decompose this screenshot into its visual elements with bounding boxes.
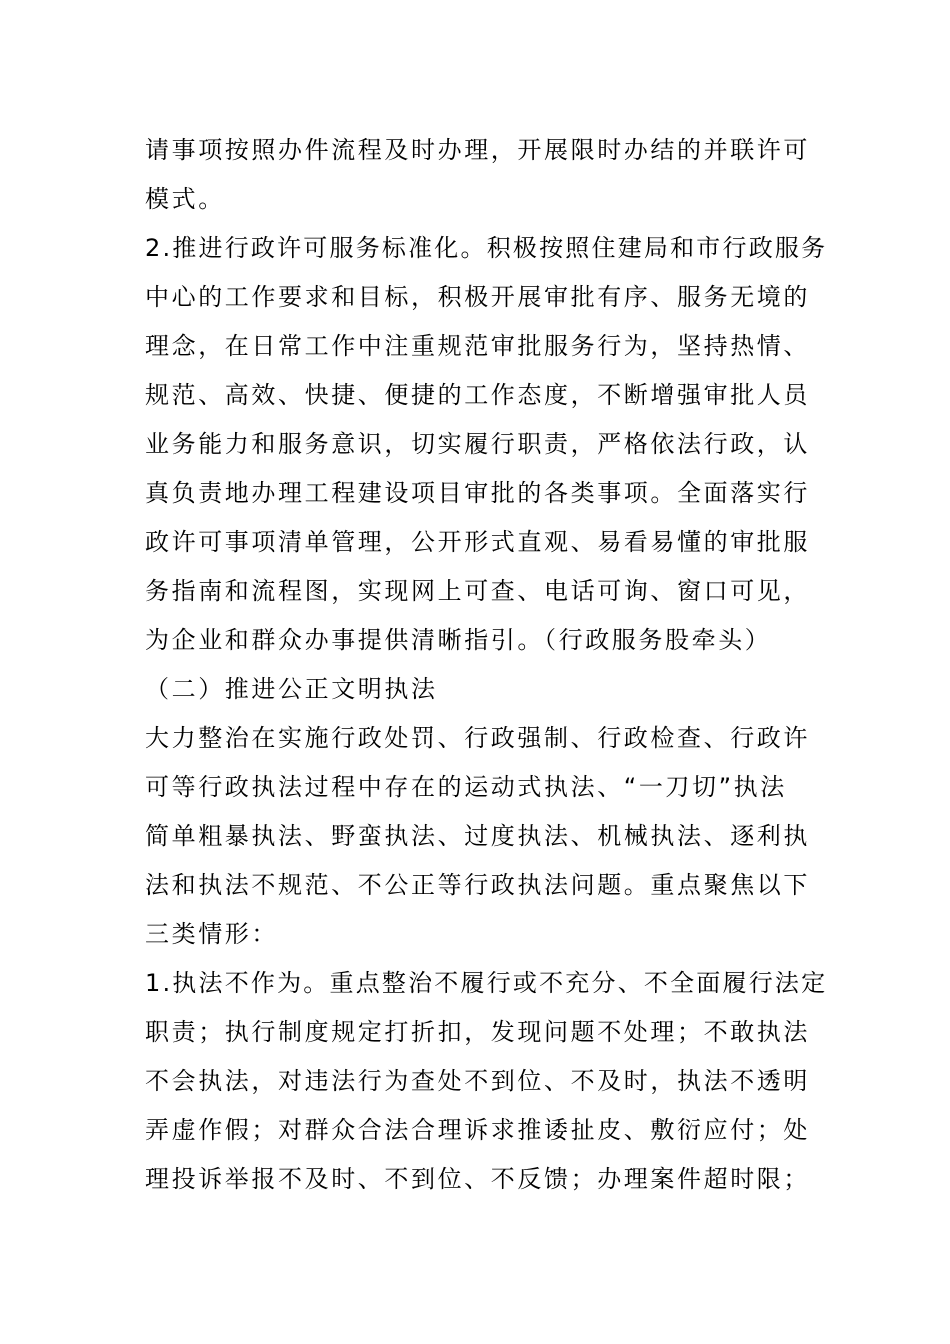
text-line: 三类情形： (145, 920, 278, 948)
text-line: 模式。 (145, 185, 225, 213)
text-line: 政许可事项清单管理，公开形式直观、易看易懂的审批服 (145, 528, 810, 556)
text-line: 真负责地办理工程建设项目审批的各类事项。全面落实行 (145, 479, 810, 507)
text-line: 职责；执行制度规定打折扣，发现问题不处理；不敢执法 (145, 1018, 810, 1046)
text-line: 业务能力和服务意识，切实履行职责，严格依法行政，认 (145, 430, 810, 458)
text-line: 为企业和群众办事提供清晰指引。（行政服务股牵头） (145, 626, 772, 654)
text-line: 规范、高效、快捷、便捷的工作态度，不断增强审批人员 (145, 381, 810, 409)
text-line: 大力整治在实施行政处罚、行政强制、行政检查、行政许 (145, 724, 810, 752)
text-line: 理念，在日常工作中注重规范审批服务行为，坚持热情、 (145, 332, 810, 360)
text-line: 不会执法，对违法行为查处不到位、不及时，执法不透明 (145, 1067, 810, 1095)
text-line: 中心的工作要求和目标，积极开展审批有序、服务无境的 (145, 283, 810, 311)
section-item-heading: 1.执法不作为。重点整治不履行或不充分、不全面履行法定 (145, 969, 828, 997)
text-line: 弄虚作假；对群众合法合理诉求推诿扯皮、敷衍应付；处 (145, 1116, 810, 1144)
section-item-heading: 2.推进行政许可服务标准化。积极按照住建局和市行政服务 (145, 234, 828, 262)
document-body (145, 126, 828, 1204)
text-line: 理投诉举报不及时、不到位、不反馈；办理案件超时限； (145, 1165, 810, 1193)
text-line: 请事项按照办件流程及时办理，开展限时办结的并联许可 (145, 136, 810, 164)
section-heading: （二）推进公正文明执法 (145, 675, 438, 703)
text-line: 务指南和流程图，实现网上可查、电话可询、窗口可见， (145, 577, 810, 605)
text-line: 可等行政执法过程中存在的运动式执法、“一刀切”执法 (145, 773, 787, 801)
text-line: 简单粗暴执法、野蛮执法、过度执法、机械执法、逐利执 (145, 822, 810, 850)
text-line: 法和执法不规范、不公正等行政执法问题。重点聚焦以下 (145, 871, 810, 899)
